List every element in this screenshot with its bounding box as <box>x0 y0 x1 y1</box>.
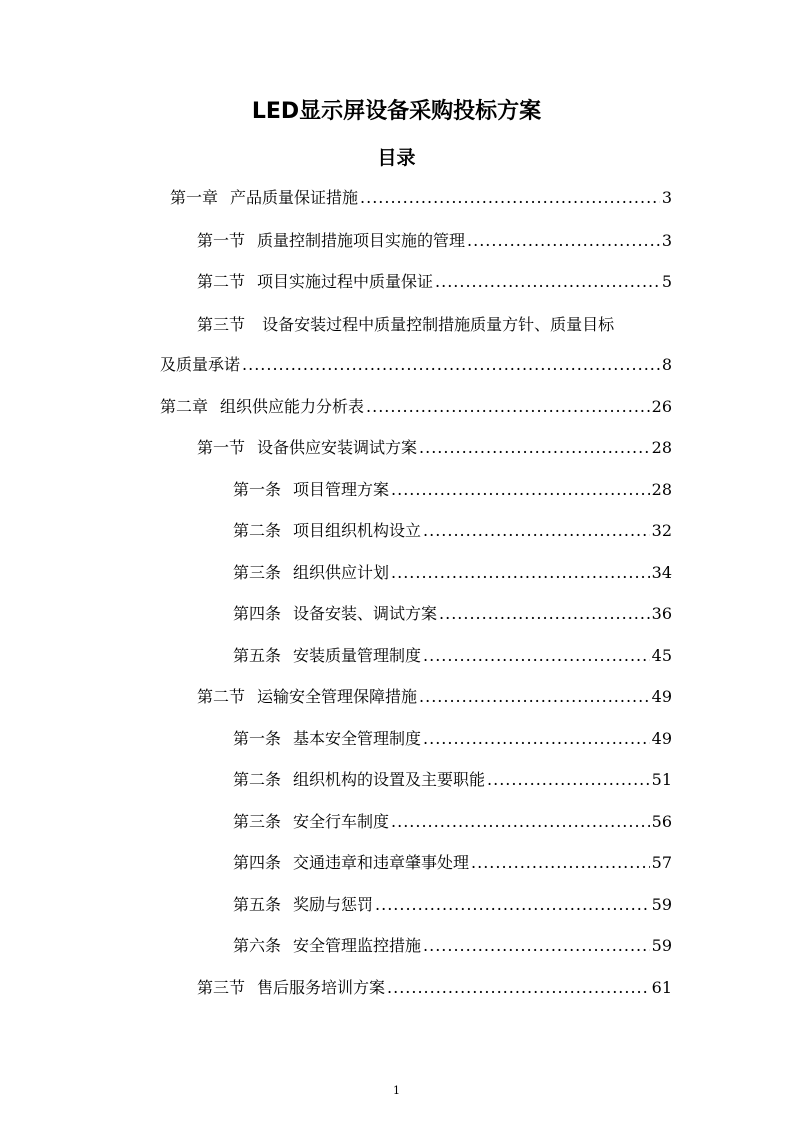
toc-entry-page: 8 <box>661 355 672 374</box>
dot-leader <box>366 395 650 419</box>
toc-entry-text: 项目组织机构设立 <box>293 521 422 540</box>
dot-leader <box>487 768 650 792</box>
toc-entry-article-2-1-1[interactable] <box>233 478 672 502</box>
toc-entry-page: 34 <box>651 563 672 582</box>
toc-entry-page: 28 <box>651 438 672 457</box>
dot-leader <box>423 644 650 668</box>
toc-entry-number: 第四条 <box>233 604 282 623</box>
dot-leader <box>419 685 650 709</box>
toc-entry-page: 32 <box>651 521 672 540</box>
toc-entry-article-2-2-6[interactable] <box>233 934 672 958</box>
toc-entry-text: 售后服务培训方案 <box>257 978 386 997</box>
toc-entry-article-2-1-2[interactable] <box>233 519 672 543</box>
toc-entry-article-2-2-1[interactable] <box>233 727 672 751</box>
toc-entry-page: 49 <box>651 729 672 748</box>
page-number: 1 <box>393 1084 400 1097</box>
toc-entry-text: 及质量承诺 <box>160 355 241 374</box>
toc-entry-text: 设备安装、调试方案 <box>293 604 438 623</box>
toc-entry-page: 57 <box>651 853 672 872</box>
toc-entry-text: 运输安全管理保障措施 <box>257 687 418 706</box>
toc-entry-page: 28 <box>651 480 672 499</box>
toc-entry-number: 第一节 <box>197 231 246 250</box>
toc-entry-article-2-2-3[interactable] <box>233 810 672 834</box>
toc-entry-number: 第二章 <box>160 397 209 416</box>
dot-leader <box>391 478 650 502</box>
toc-entry-number: 第二节 <box>197 272 246 291</box>
toc-entry-section-1-3-line1[interactable] <box>197 313 672 337</box>
toc-entry-article-2-1-4[interactable] <box>233 602 672 626</box>
toc-entry-page: 49 <box>651 687 672 706</box>
toc-entry-section-1-3-line2[interactable] <box>160 353 672 377</box>
toc-entry-text: 安装质量管理制度 <box>293 646 422 665</box>
dot-leader <box>467 229 660 253</box>
toc-entry-text: 组织供应能力分析表 <box>220 397 365 416</box>
toc-heading: 目录 <box>377 147 416 169</box>
toc-entry-section-2-2[interactable] <box>197 685 672 709</box>
dot-leader <box>242 353 660 377</box>
toc-entry-text: 安全行车制度 <box>293 812 390 831</box>
toc-entry-text: 项目管理方案 <box>293 480 390 499</box>
toc-entry-number: 第一条 <box>233 480 282 499</box>
toc-entry-text: 项目实施过程中质量保证 <box>257 272 434 291</box>
toc-entry-text: 设备安装过程中质量控制措施质量方针、质量目标 <box>262 315 615 334</box>
toc-entry-page: 56 <box>651 812 672 831</box>
toc-entry-page: 45 <box>651 646 672 665</box>
toc-entry-number: 第二条 <box>233 521 282 540</box>
toc-entry-text: 安全管理监控措施 <box>293 936 422 955</box>
toc-entry-section-2-3[interactable] <box>197 976 672 1000</box>
toc-entry-number: 第五条 <box>233 895 282 914</box>
toc-entry-number: 第三条 <box>233 563 282 582</box>
toc-entry-article-2-1-5[interactable] <box>233 644 672 668</box>
toc-entry-page: 61 <box>651 978 672 997</box>
toc-entry-number: 第三节 <box>197 315 246 334</box>
dot-leader <box>391 561 650 585</box>
toc-entry-text: 组织供应计划 <box>293 563 390 582</box>
toc-entry-page: 5 <box>661 272 672 291</box>
dot-leader <box>435 270 660 294</box>
dot-leader <box>423 934 650 958</box>
toc-entry-article-2-1-3[interactable] <box>233 561 672 585</box>
toc-entry-number: 第五条 <box>233 646 282 665</box>
toc-entry-number: 第二节 <box>197 687 246 706</box>
toc-entry-number: 第三节 <box>197 978 246 997</box>
toc-entry-text: 设备供应安装调试方案 <box>257 438 418 457</box>
document-title: LED显示屏设备采购投标方案 <box>251 99 542 124</box>
toc-entry-page: 3 <box>661 231 672 250</box>
toc-entry-number: 第三条 <box>233 812 282 831</box>
toc-entry-text: 产品质量保证措施 <box>230 188 359 207</box>
dot-leader <box>387 976 650 1000</box>
dot-leader <box>423 727 650 751</box>
toc-entry-number: 第二条 <box>233 770 282 789</box>
toc-entry-article-2-2-5[interactable] <box>233 893 672 917</box>
toc-entry-number: 第一章 <box>170 188 219 207</box>
toc-entry-chapter-1[interactable] <box>170 186 672 210</box>
dot-leader <box>439 602 650 626</box>
toc-entry-page: 26 <box>651 397 672 416</box>
toc-entry-number: 第六条 <box>233 936 282 955</box>
toc-entry-chapter-2[interactable] <box>160 395 672 419</box>
dot-leader <box>360 186 660 210</box>
toc-entry-text: 奖励与惩罚 <box>293 895 374 914</box>
dot-leader <box>391 810 650 834</box>
dot-leader <box>375 893 650 917</box>
toc-entry-section-2-1[interactable] <box>197 436 672 460</box>
toc-entry-text: 质量控制措施项目实施的管理 <box>257 231 466 250</box>
dot-leader <box>419 436 650 460</box>
toc-entry-page: 59 <box>651 936 672 955</box>
dot-leader <box>423 519 650 543</box>
toc-entry-number: 第四条 <box>233 853 282 872</box>
toc-entry-article-2-2-2[interactable] <box>233 768 672 792</box>
toc-entry-page: 59 <box>651 895 672 914</box>
dot-leader <box>471 851 650 875</box>
toc-entry-number: 第一节 <box>197 438 246 457</box>
toc-entry-text: 基本安全管理制度 <box>293 729 422 748</box>
toc-entry-page: 3 <box>661 188 672 207</box>
toc-entry-text: 组织机构的设置及主要职能 <box>293 770 486 789</box>
toc-entry-section-1-2[interactable] <box>197 270 672 294</box>
toc-entry-page: 36 <box>651 604 672 623</box>
toc-entry-section-1-1[interactable] <box>197 229 672 253</box>
toc-entry-number: 第一条 <box>233 729 282 748</box>
toc-entry-article-2-2-4[interactable] <box>233 851 672 875</box>
toc-entry-page: 51 <box>651 770 672 789</box>
toc-entry-text: 交通违章和违章肇事处理 <box>293 853 470 872</box>
